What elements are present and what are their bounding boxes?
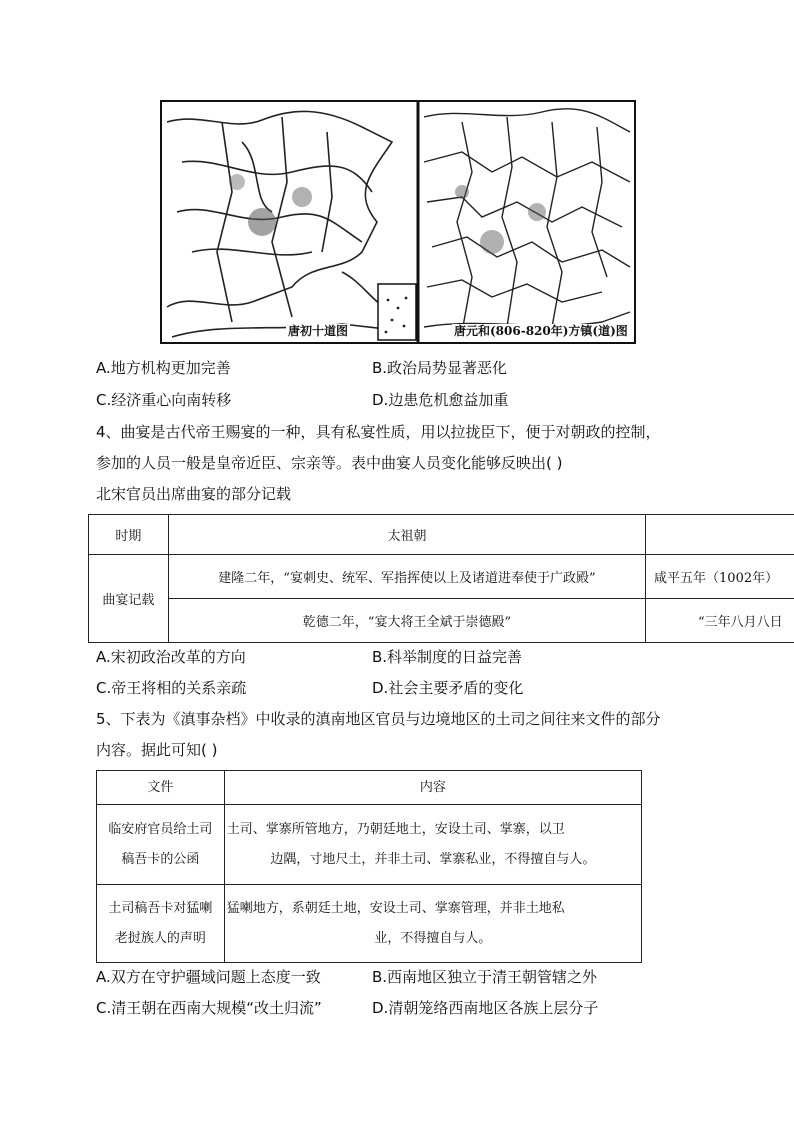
q5-option-b[interactable]: B.西南地区独立于清王朝管辖之外 xyxy=(372,968,598,986)
map-figure xyxy=(160,100,636,344)
q5-r1-doc-line1: 临安府官员给土司 xyxy=(108,821,213,837)
q3-option-b[interactable]: B.政治局势显著恶化 xyxy=(372,359,508,377)
q5-r2-doc-line2: 老挝族人的声明 xyxy=(114,930,206,946)
map-illustration xyxy=(162,102,634,342)
q5-option-c[interactable]: C.清王朝在西南大规模“改土归流” xyxy=(96,999,322,1017)
map-left-caption: 唐初十道图 xyxy=(288,324,349,338)
q4-option-a[interactable]: A.宋初政治改革的方向 xyxy=(96,648,246,666)
q4-cell-r1-taizu: 建隆二年，“宴刺史、统军、军指挥使以上及诸道进奉使于广政殿” xyxy=(168,555,645,599)
q4-row-label: 曲宴记载 xyxy=(89,555,169,643)
q4-option-b[interactable]: B.科举制度的日益完善 xyxy=(372,648,523,666)
q4-stem-line1: 4、曲宴是古代帝王赐宴的一种，具有私宴性质，用以拉拢臣下，便于对朝政的控制， xyxy=(96,423,661,441)
q5-cell-r1-doc xyxy=(97,805,225,885)
q3-option-c[interactable]: C.经济重心向南转移 xyxy=(96,391,232,409)
q5-r1-content-line1: 土司、掌寨所管地方，乃朝廷地土，安设土司、掌寨，以卫 xyxy=(226,821,565,837)
q4-table xyxy=(88,514,794,643)
q4-cell-r1-next: 咸平五年（1002年） xyxy=(646,555,794,599)
q5-option-a[interactable]: A.双方在守护疆域问题上态度一致 xyxy=(96,968,321,986)
q4-header-taizu: 太祖朝 xyxy=(168,515,645,555)
q5-header-doc: 文件 xyxy=(97,771,225,805)
q4-stem-line2: 参加的人员一般是皇帝近臣、宗亲等。表中曲宴人员变化能够反映出( ) xyxy=(96,454,563,472)
q5-stem-line2: 内容。据此可知( ) xyxy=(96,741,218,759)
q4-header-period: 时期 xyxy=(89,515,169,555)
q5-stem-line1: 5、下表为《滇事杂档》中收录的滇南地区官员与边境地区的土司之间往来文件的部分 xyxy=(96,710,661,728)
q5-cell-r2-doc xyxy=(97,885,225,963)
q3-option-d[interactable]: D.边患危机愈益加重 xyxy=(372,391,509,409)
q5-header-content: 内容 xyxy=(224,771,641,805)
q5-r2-content-line2: 业，不得擅自与人。 xyxy=(374,930,492,946)
q5-r2-content-line1: 猛喇地方，系朝廷土地，安设土司、掌寨管理，并非土地私 xyxy=(226,900,565,916)
q5-option-d[interactable]: D.清朝笼络西南地区各族上层分子 xyxy=(372,999,599,1017)
q4-option-c[interactable]: C.帝王将相的关系亲疏 xyxy=(96,679,247,697)
q5-r2-doc-line1: 土司稿吾卡对猛喇 xyxy=(108,900,213,916)
q4-header-next xyxy=(646,515,794,555)
q5-table xyxy=(96,770,642,963)
q5-cell-r2-content xyxy=(224,885,641,963)
q5-r1-doc-line2: 稿吾卡的公函 xyxy=(121,851,200,867)
q4-cell-r2-next: “三年八月八日 xyxy=(646,599,794,643)
q4-table-caption: 北宋官员出席曲宴的部分记载 xyxy=(96,485,292,503)
q3-option-a[interactable]: A.地方机构更加完善 xyxy=(96,359,231,377)
q5-r1-content-line2: 边隅，寸地尺土，并非土司、掌寨私业，不得擅自与人。 xyxy=(270,851,596,867)
map-right-caption: 唐元和(806-820年)方镇(道)图 xyxy=(454,324,628,338)
q4-cell-r2-taizu: 乾德二年，“宴大将王全斌于崇德殿” xyxy=(168,599,645,643)
q5-cell-r1-content xyxy=(224,805,641,885)
q4-option-d[interactable]: D.社会主要矛盾的变化 xyxy=(372,679,524,697)
